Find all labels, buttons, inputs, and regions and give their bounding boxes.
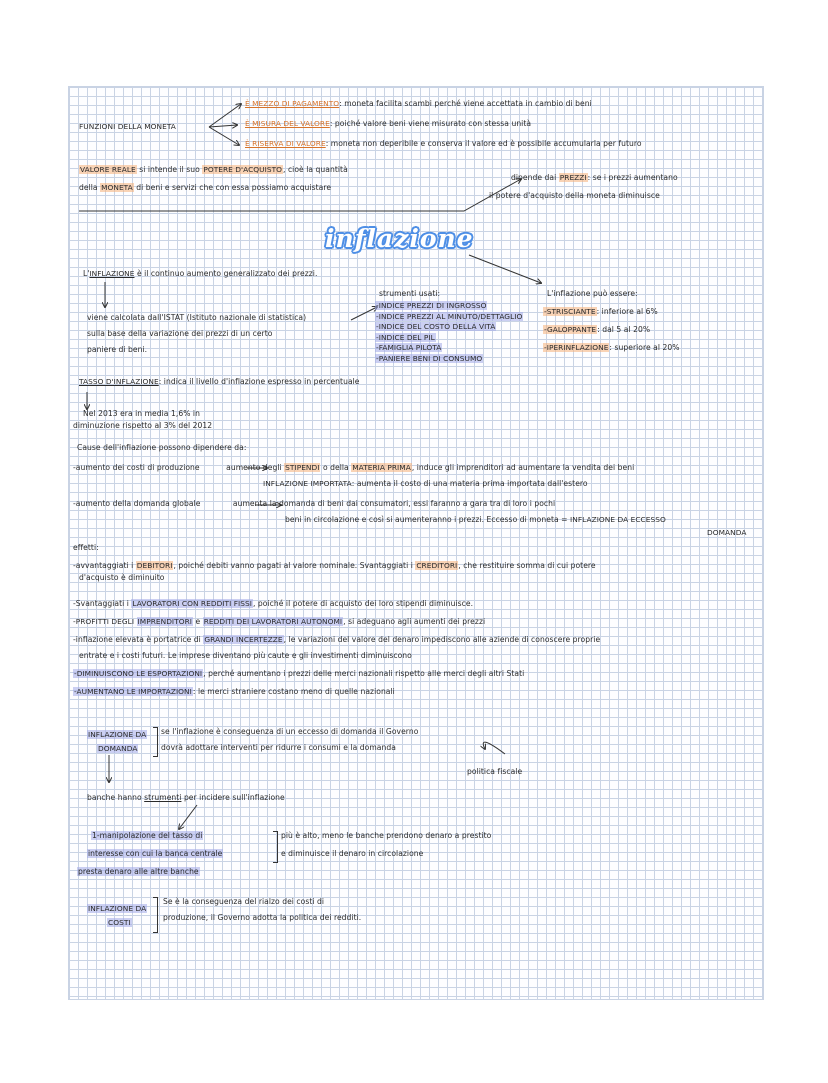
strumento-item: [375, 354, 523, 365]
imprenditori-word: IMPRENDITORI: [137, 617, 193, 626]
effetto-5-rest: , perché aumentano i prezzi delle merci nazionali rispetto alle merci degli altri Stati: [203, 669, 525, 678]
domanda-label2-text: DOMANDA: [98, 744, 138, 753]
strumenti-list: [375, 301, 523, 364]
effetto-4-rest: , le variazioni del valore del denaro impediscono alle aziende di conoscere proprie: [283, 635, 601, 644]
manipolazione-line2: [87, 849, 223, 859]
tipo-label: -IPERINFLAZIONE: [544, 343, 609, 352]
tipo-text: : inferiore al 6%: [596, 307, 658, 316]
strumenti-arrow: [351, 307, 377, 320]
effetto-4-pre: -inflazione elevata è portatrice di: [73, 635, 201, 644]
politica-fiscale: politica fiscale: [467, 767, 523, 776]
politica-arrow: [483, 742, 505, 754]
tipi-heading: L'inflazione può essere:: [547, 289, 638, 298]
dipende-pre: dipende dai: [511, 173, 557, 182]
domanda-text1: se l'inflazione è conseguenza di un eccesso di domanda il Governo: [161, 727, 419, 736]
eccesso-domanda-tag: INFLAZIONE DA ECCESSO: [570, 515, 666, 524]
strumento-item: [375, 312, 523, 323]
tipo-iperinflazione: [543, 343, 680, 353]
inflazione-importata: INFLAZIONE IMPORTATA: [263, 479, 352, 488]
risultato-line2: e diminuisce il denaro in circolazione: [281, 849, 424, 858]
strumenti-heading: strumenti usati:: [379, 289, 441, 298]
effetti-heading: effetti:: [73, 543, 99, 552]
incertezze-word: GRANDI INCERTEZZE: [204, 635, 283, 644]
strumento-item: [375, 333, 523, 344]
valore-reale-line2-text: di beni e servizi che con essa possiamo acquistare: [136, 183, 332, 192]
effetto-4: [73, 635, 600, 645]
manipolazione-text3: presta denaro alle altre banche: [78, 867, 199, 876]
effetto-2-pre: -Svantaggiati i: [73, 599, 129, 608]
funzione-mezzo: [245, 98, 592, 110]
effetto-1-pre: -avvantaggiati i: [73, 561, 134, 570]
tipo-text: : superiore al 20%: [609, 343, 680, 352]
effetto-1-mid: , poiché debiti vanno pagati al valore nominale. Svantaggiati i: [173, 561, 413, 570]
effetto-1: [73, 561, 596, 571]
causa-domanda-text: aumenta la domanda di beni dai consumatori, essi faranno a gara tra di loro i pochi: [232, 499, 556, 508]
effetto-1-rest: , che restituire somma di cui potere: [458, 561, 596, 570]
strumento-label: -INDICE DEL COSTO DELLA VITA: [376, 322, 496, 331]
strumenti-down-arrow: [179, 805, 197, 829]
tipo-label: -GALOPPANTE: [544, 325, 597, 334]
strumento-label: -INDICE PREZZI DI INGROSSO: [376, 301, 487, 310]
tipo-strisciante: [543, 307, 658, 317]
banche-pre: banche hanno: [87, 793, 142, 802]
manipolazione-line3: [77, 867, 200, 877]
definizione-line: [83, 269, 317, 279]
causa-costi-mid: o della: [322, 463, 349, 472]
branch-arrow-top: [209, 104, 241, 127]
title-arrow: [469, 255, 541, 283]
misura-text: : poiché valore beni viene misurato con stessa unità: [329, 119, 532, 128]
cause-line2: [73, 499, 555, 509]
effetto-2-rest: , poiché il potere di acquisto dei loro stipendi diminuisce.: [252, 599, 474, 608]
calcolo-line3: paniere di beni.: [87, 345, 148, 354]
calcolo-line2: sulla base della variazione dei prezzi di un certo: [87, 329, 273, 338]
tasso-nota2: diminuzione rispetto al 3% del 2012: [73, 421, 213, 430]
effetto-3-rest: , si adeguano agli aumenti dei prezzi: [343, 617, 486, 626]
manipolazione-bracket: [273, 831, 278, 863]
definizione-prefix: L': [83, 269, 90, 278]
dipende-line1: [511, 173, 678, 183]
definizione-rest: è il continuo aumento generalizzato dei prezzi.: [136, 269, 318, 278]
della-text: della: [79, 183, 98, 192]
costi-text2: produzione, il Governo adotta la politica dei redditi.: [163, 913, 362, 922]
tipo-text: : dal 5 al 20%: [597, 325, 651, 334]
effetto-3: [73, 617, 485, 627]
tasso-nota1: Nel 2013 era in media 1,6% in: [83, 409, 200, 418]
cause-line1b: [263, 479, 588, 489]
manipolazione-text1: 1-manipolazione del tasso di: [92, 831, 203, 840]
strumenti-word: strumenti: [144, 793, 182, 802]
cause-line2b: [285, 515, 666, 525]
tipo-galoppante: [543, 325, 650, 335]
effetto-3-pre: -PROFITTI DEGLI: [73, 617, 135, 626]
risultato-line1: più è alto, meno le banche prendono denaro a prestito: [281, 831, 492, 840]
banche-rest: per incidere sull'inflazione: [183, 793, 285, 802]
prezzi-word: PREZZI: [559, 173, 587, 182]
effetto-4b: entrate e i costi futuri. Le imprese diventano più caute e gli investimenti diminuiscono: [79, 651, 412, 660]
effetto-5: [73, 669, 524, 679]
manipolazione-text2: interesse con cui la banca centrale: [88, 849, 223, 858]
causa-domanda: -aumento della domanda globale: [73, 499, 201, 508]
stipendi-word: STIPENDI: [285, 463, 320, 472]
valore-reale-line1: [79, 165, 348, 175]
mezzo-label: È MEZZO DI PAGAMENTO: [245, 99, 340, 108]
debitori-word: DEBITORI: [136, 561, 173, 570]
strumento-item: [375, 301, 523, 312]
costi-bracket: [153, 897, 158, 933]
calcolo-line1: viene calcolata dall'ISTAT (Istituto nazionale di statistica): [87, 313, 307, 322]
tasso-text: : indica il livello d'inflazione espresso in percentuale: [158, 377, 360, 386]
branch-arrow-bottom: [209, 127, 239, 145]
esportazioni-label: -DIMINUISCONO LE ESPORTAZIONI: [74, 669, 203, 678]
potere-acquisto: POTERE D'ACQUISTO: [203, 165, 283, 174]
causa-costi: -aumento dei costi di produzione: [73, 463, 200, 472]
domanda-label1: [87, 729, 147, 740]
strumento-label: -INDICE DEL PIL: [376, 332, 435, 342]
strumento-label: -FAMIGLIA PILOTA: [376, 343, 442, 352]
effetto-6-rest: : le merci straniere costano meno di quelle nazionali: [192, 687, 395, 696]
tipo-label: -STRISCIANTE: [544, 307, 596, 316]
dipende-rest: : se i prezzi aumentano: [587, 173, 678, 182]
cause-heading: Cause dell'inflazione possono dipendere da:: [77, 443, 247, 452]
riserva-label: È RISERVA DI VALORE: [245, 139, 326, 148]
funzione-misura: [245, 118, 531, 130]
effetto-1b: d'acquisto è diminuito: [79, 573, 165, 582]
mezzo-text: : moneta facilita scambi perché viene accettata in cambio di beni: [339, 99, 592, 108]
eccesso-domanda-tag2: DOMANDA: [707, 528, 747, 537]
effetto-2: [73, 599, 473, 609]
effetto-3-mid: e: [195, 617, 201, 626]
costi-label2: [107, 917, 132, 928]
strumento-label: -INDICE PREZZI AL MINUTO/DETTAGLIO: [376, 311, 523, 321]
valore-reale-text: si intende il suo: [139, 165, 200, 174]
valore-reale-rest: , cioè la quantità: [283, 165, 348, 174]
tasso-line: [79, 377, 360, 387]
dipende-line2: il potere d'acquisto della moneta diminuisce: [489, 191, 660, 200]
strumento-item: [375, 343, 523, 354]
tasso-label: TASSO D'INFLAZIONE: [79, 377, 159, 386]
creditori-word: CREDITORI: [416, 561, 458, 570]
manipolazione-line1: [91, 831, 203, 841]
misura-label: È MISURA DEL VALORE: [245, 119, 330, 128]
notebook-page: [68, 86, 764, 1000]
domanda-bracket: [153, 727, 158, 757]
materia-word: MATERIA PRIMA: [352, 463, 411, 472]
domanda-text2: dovrà adottare interventi per ridurre i consumi e la domanda: [161, 743, 396, 752]
costi-label1-text: INFLAZIONE DA: [88, 904, 147, 913]
costi-label2-text: COSTI: [108, 918, 131, 927]
causa-costi-rest: , induce gli imprenditori ad aumentare la vendita dei beni: [411, 463, 635, 472]
banche-line: [87, 793, 285, 803]
cause-line1: [73, 463, 634, 473]
inflazione-word: INFLAZIONE: [89, 269, 135, 278]
inflazione-importata-text: : aumenta il costo di una materia prima importata dall'estero: [351, 479, 588, 488]
riserva-text: : moneta non deperibile e conserva il valore ed è possibile accumularla per futuro: [325, 139, 642, 148]
funzioni-label: FUNZIONI DELLA MONETA: [79, 122, 176, 131]
causa-domanda-line2: beni in circolazione e così si aumenteranno i prezzi. Eccesso di moneta =: [285, 515, 568, 524]
branch-arrow-mid: [209, 125, 237, 127]
valore-reale-line2: [79, 183, 331, 193]
redditi-word: REDDITI DEI LAVORATORI AUTONOMI: [203, 617, 343, 626]
strumento-label: -PANIERE BENI DI CONSUMO: [376, 353, 483, 363]
domanda-label1-text: INFLAZIONE DA: [88, 730, 147, 739]
effetto-6: [73, 687, 395, 697]
costi-label1: [87, 903, 147, 914]
importazioni-label: -AUMENTANO LE IMPORTAZIONI: [74, 687, 192, 696]
costi-text1: Se è la conseguenza del rialzo dei costi di: [163, 897, 325, 906]
strumento-item: [375, 322, 523, 333]
valore-reale-label: VALORE REALE: [80, 165, 136, 174]
lavoratori-word: LAVORATORI CON REDDITI FISSI: [132, 599, 252, 608]
domanda-label2: [97, 743, 138, 754]
funzione-riserva: [245, 138, 642, 150]
page-title: inflazione: [325, 224, 474, 253]
causa-costi-pre: aumento degli: [226, 463, 282, 472]
moneta-word: MONETA: [101, 183, 133, 192]
